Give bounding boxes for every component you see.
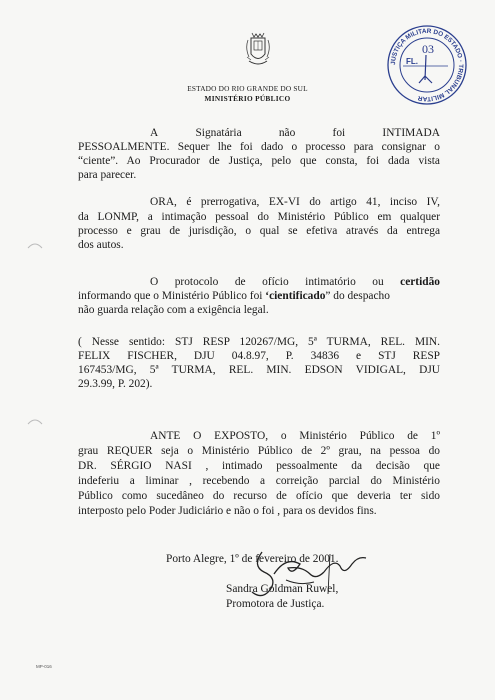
- p1-word: Signatária: [195, 127, 242, 139]
- p3-text: ” do despacho: [325, 290, 390, 302]
- p3-text: informando que o Ministério Público foi: [78, 290, 266, 302]
- stamp-folio-label: FL.: [406, 57, 418, 66]
- footer-form-code: MP-016: [36, 664, 52, 669]
- p2-line2: da LONMP, a intimação pessoal do Ministério Público em qualquer: [78, 211, 440, 223]
- place-date: Porto Alegre, 1º de fevereiro de 2001.: [166, 553, 339, 565]
- p3-bold-cientificado: ‘cientificado: [265, 290, 326, 302]
- p2-line4: dos autos.: [78, 239, 124, 251]
- p1-word: INTIMADA: [382, 127, 440, 139]
- p1-word: não: [278, 127, 296, 139]
- p3-line1: [150, 276, 440, 289]
- p1-line2: PESSOALMENTE. Sequer lhe foi dado o processo para consignar o: [78, 141, 440, 153]
- p4-line1: ( Nesse sentido: STJ RESP 120267/MG, 5ª TURMA, REL. MIN.: [78, 336, 440, 348]
- handwritten-signature: [240, 546, 370, 602]
- p4-line3: 167453/MG, 5ª TURMA, REL. MIN. EDSON VIDIGAL, DJU: [78, 364, 440, 376]
- p5-line4: indeferiu a liminar , recebendo a correição parcial do Ministério: [78, 475, 440, 487]
- stamp-ring-text: JUSTIÇA MILITAR DO ESTADO · TRIBUNAL MILITAR: [389, 27, 465, 103]
- stamp-folio-number: 03: [422, 42, 434, 56]
- p1-word: A: [150, 127, 159, 139]
- p5-line1: ANTE O EXPOSTO, o Ministério Público de 1º: [150, 430, 440, 442]
- p3-text: O protocolo de ofício intimatório ou: [150, 276, 401, 288]
- p2-line3: processo e grau de jurisdição, o qual se efetiva através da entrega: [78, 225, 440, 237]
- p4-line2: FELIX FISCHER, DJU 04.8.97, P. 34836 e STJ RESP: [78, 350, 440, 362]
- header-state: ESTADO DO RIO GRANDE DO SUL: [187, 84, 308, 93]
- p3-line2: [78, 290, 390, 303]
- svg-text:JUSTIÇA MILITAR DO ESTADO · TR: [390, 28, 464, 102]
- p1-line3: “ciente”. Ao Procurador de Justiça, pelo que consta, foi dada vista: [78, 155, 440, 167]
- p1-line4: para parecer.: [78, 169, 137, 181]
- p5-line3: DR. SÉRGIO NASI , intimado pessoalmente da decisão que: [78, 460, 440, 472]
- p5-line6: interposto pelo Poder Judiciário e não o foi , para os devidos fins.: [78, 505, 377, 517]
- coat-of-arms-icon: [242, 30, 274, 70]
- p3-line3: não guarda relação com a exigência legal.: [78, 304, 269, 316]
- punch-hole-mark-icon: [26, 416, 44, 426]
- signer-name: Sandra Goldman Ruwel,: [226, 583, 339, 595]
- court-stamp: [386, 24, 468, 106]
- p4-line4: 29.3.99, P. 202).: [78, 378, 153, 390]
- p5-line5: Público como sucedâneo do recurso de ofício que deveria ter sido: [78, 490, 440, 502]
- p1-line1: [150, 127, 440, 140]
- p1-word: foi: [332, 127, 346, 139]
- punch-hole-mark-icon: [26, 240, 44, 250]
- p3-bold-certidao: certidão: [400, 276, 440, 288]
- p5-line2: grau REQUER seja o Ministério Público de 2º grau, na pessoa do: [78, 445, 440, 457]
- p2-line1: ORA, é prerrogativa, EX-VI do artigo 41, inciso IV,: [150, 196, 440, 208]
- header-institution: MINISTÉRIO PÚBLICO: [204, 94, 291, 103]
- signer-role: Promotora de Justiça.: [226, 598, 325, 610]
